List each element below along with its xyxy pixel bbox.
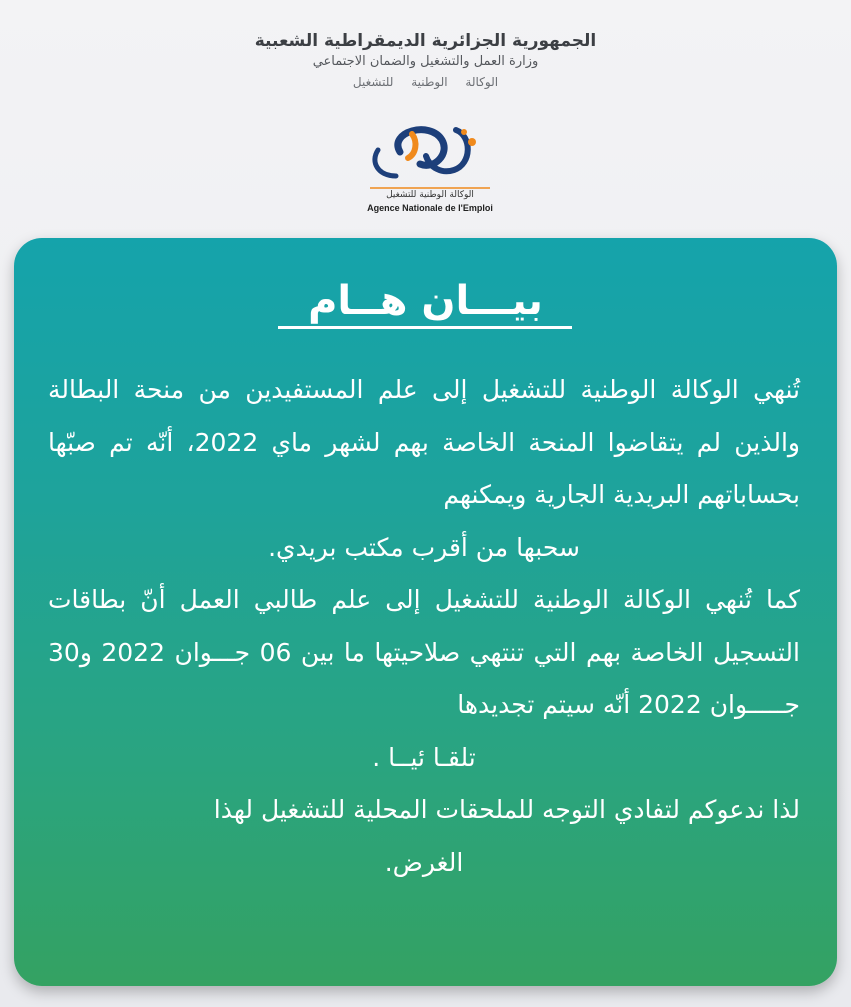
republic-name: الجمهورية الجزائرية الديمقراطية الشعبية (254, 31, 597, 51)
logo-arabic-text: الوكالة الوطنية للتشغيل (386, 190, 474, 200)
title-underline (278, 326, 572, 329)
paragraph-3: لذا ندعوكم لتفادي التوجه للملحقات المحلية للتشغيل لهذا (213, 795, 800, 824)
paragraph-2-end: تلقـا ئيــا . (372, 742, 476, 772)
logo-french-text: Agence Nationale de l'Emploi (367, 203, 493, 213)
paragraph-1-end: سحبها من أقرب مكتب بريدي. (268, 532, 580, 562)
paragraph-1: تُنهي الوكالة الوطنية للتشغيل إلى علم المستفيدين من منحة البطالة والذين لم يتقاضوا المنحة الخاصة بهم لشهر ماي 2022، أنّه تم صبّها بحساباتهم البريدية الجارية ويمكنهم (48, 375, 800, 509)
agency-name: الوكالة الوطنية للتشغيل (352, 75, 499, 89)
ministry-name: وزارة العمل والتشغيل والضمان الاجتماعي (312, 54, 539, 69)
notice-title: بيـــان هــام (308, 278, 543, 324)
paragraph-3-end: الغرض. (384, 847, 464, 877)
notice-body (48, 364, 800, 889)
paragraph-2: كما تُنهي الوكالة الوطنية للتشغيل إلى علم طالبي العمل أنّ بطاقات التسجيل الخاصة بهم التي تنتهي صلاحيتها ما بين 06 جـــوان 2022 و30 جـــــوان 2022 أنّه سيتم تجديدها (48, 585, 800, 719)
header (0, 30, 851, 92)
